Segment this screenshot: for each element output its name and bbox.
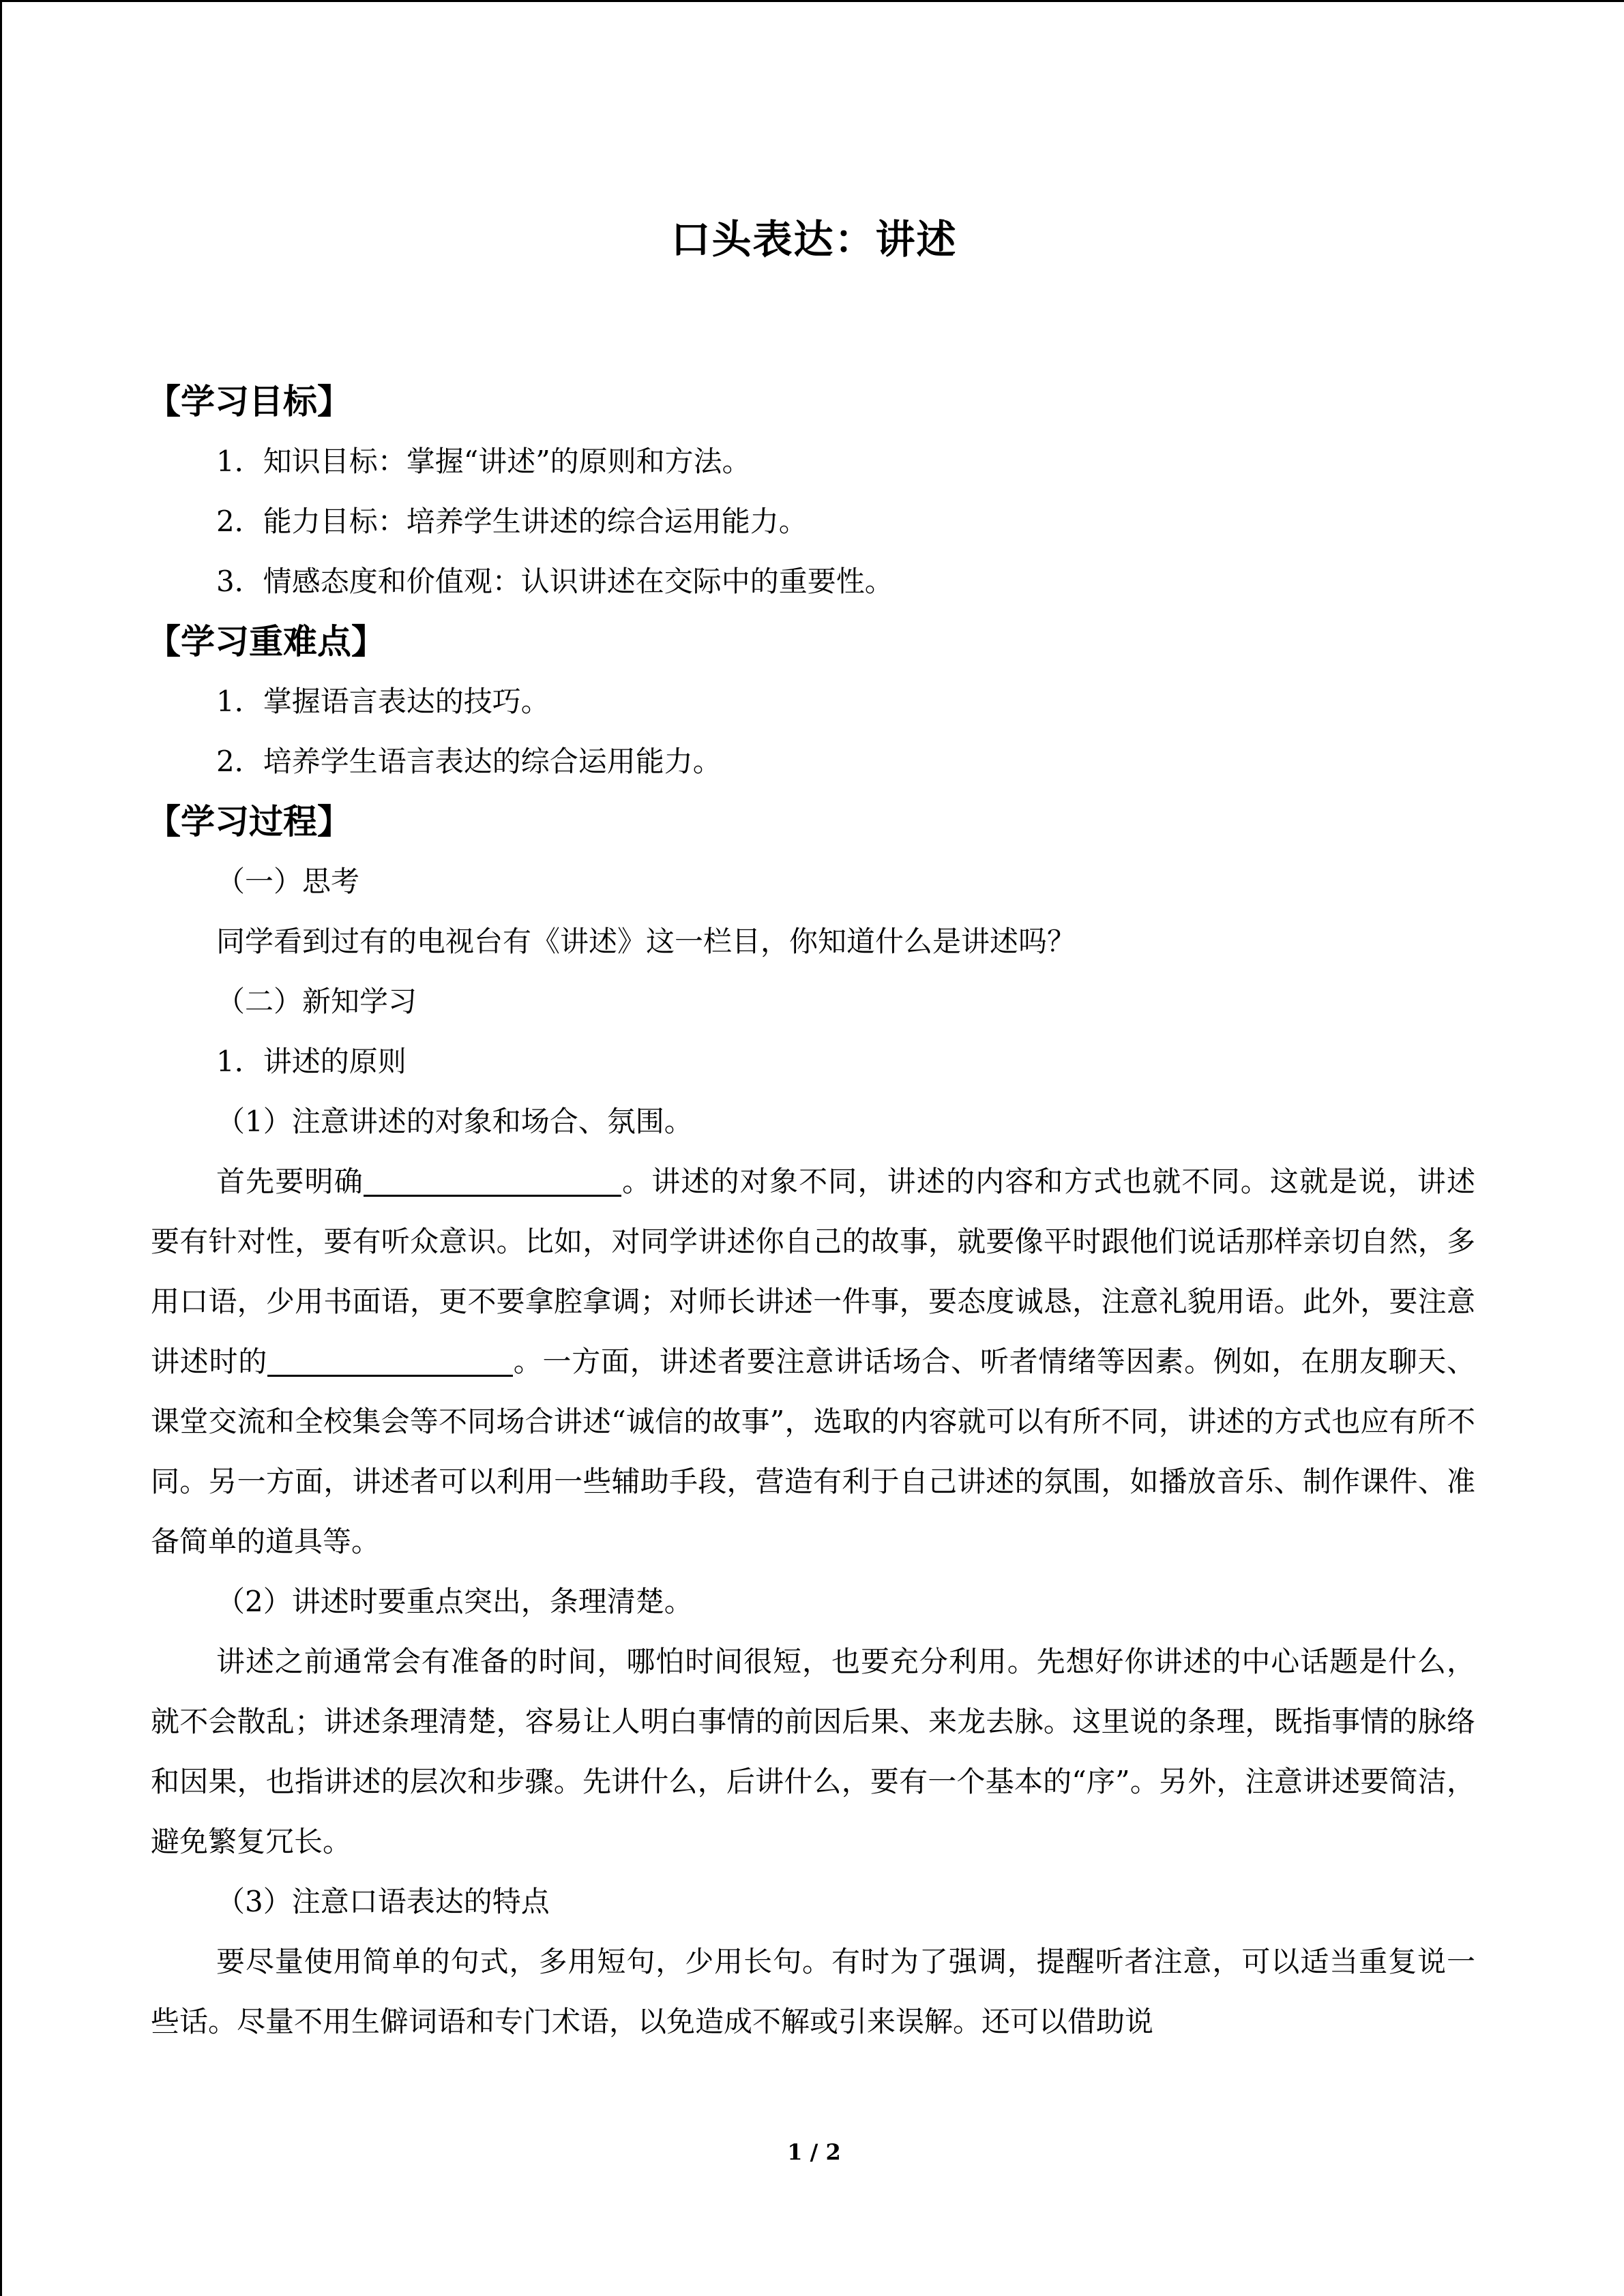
page-title: 口头表达：讲述 xyxy=(670,216,958,263)
principle-3-paragraph: 要尽量使用简单的句式，多用短句，少用长句。有时为了强调，提醒听者注意，可以适当重复说一些话。尽量不用生僻词语和专门术语，以免造成不解或引来误解。还可以借助说 xyxy=(151,1945,1475,2038)
paragraph-text: 。一方面，讲述者要注意讲话场合、听者情绪等因素。例如，在朋友聊天、课堂交流和全校集会等不同场合讲述“诚信的故事”，选取的内容就可以有所不同，讲述的方式也应有所不同。另一方面，讲述者可以利用一些辅助手段，营造有利于自己讲述的氛围，如播放音乐、制作课件、准备简单的道具等。 xyxy=(151,1345,1475,1558)
objective-item: 2．能力目标：培养学生讲述的综合运用能力。 xyxy=(216,505,808,538)
subsection-label-new: （二）新知学习 xyxy=(216,985,417,1018)
paragraph-text: 。讲述的对象不同，讲述的内容和方式也就不同。这就是说，讲述要有针对性，要有听众意识。比如，对同学讲述你自己的故事，就要像平时跟他们说话那样亲切自然，多用口语，少用书面语，更不要拿腔拿调；对师长讲述一件事，要态度诚恳，注意礼貌用语。此外，要注意讲述时的 xyxy=(151,1165,1475,1378)
principle-1-title: （1）注意讲述的对象和场合、氛围。 xyxy=(216,1105,693,1138)
page-indicator: 1 / 2 xyxy=(787,2139,841,2165)
principle-title: 1．讲述的原则 xyxy=(216,1045,407,1078)
principle-2-paragraph: 讲述之前通常会有准备的时间，哪怕时间很短，也要充分利用。先想好你讲述的中心话题是什么，就不会散乱；讲述条理清楚，容易让人明白事情的前因后果、来龙去脉。这里说的条理，既指事情的脉络和因果，也指讲述的层次和步骤。先讲什么，后讲什么，要有一个基本的“序”。另外，注意讲述要简洁，避免繁复冗长。 xyxy=(151,1645,1475,1858)
key-point-item: 1．掌握语言表达的技巧。 xyxy=(216,685,550,718)
principle-3-title: （3）注意口语表达的特点 xyxy=(216,1885,550,1918)
fill-blank-2[interactable] xyxy=(267,1341,513,1377)
section-heading-key-points: 【学习重难点】 xyxy=(147,622,385,661)
principle-1-paragraph xyxy=(151,1152,1475,1572)
document-body xyxy=(147,372,1475,2052)
key-point-item: 2．培养学生语言表达的综合运用能力。 xyxy=(216,745,722,778)
objective-item: 3．情感态度和价值观：认识讲述在交际中的重要性。 xyxy=(216,565,894,598)
section-heading-objectives: 【学习目标】 xyxy=(147,382,351,421)
section-heading-process: 【学习过程】 xyxy=(147,802,351,841)
subsection-label-think: （一）思考 xyxy=(216,865,360,898)
paragraph-text: 首先要明确 xyxy=(216,1165,364,1198)
think-question: 同学看到过有的电视台有《讲述》这一栏目，你知道什么是讲述吗？ xyxy=(216,925,1076,958)
fill-blank-1[interactable] xyxy=(364,1161,621,1197)
objective-item: 1．知识目标：掌握“讲述”的原则和方法。 xyxy=(216,445,751,478)
principle-2-title: （2）讲述时要重点突出，条理清楚。 xyxy=(216,1585,693,1618)
